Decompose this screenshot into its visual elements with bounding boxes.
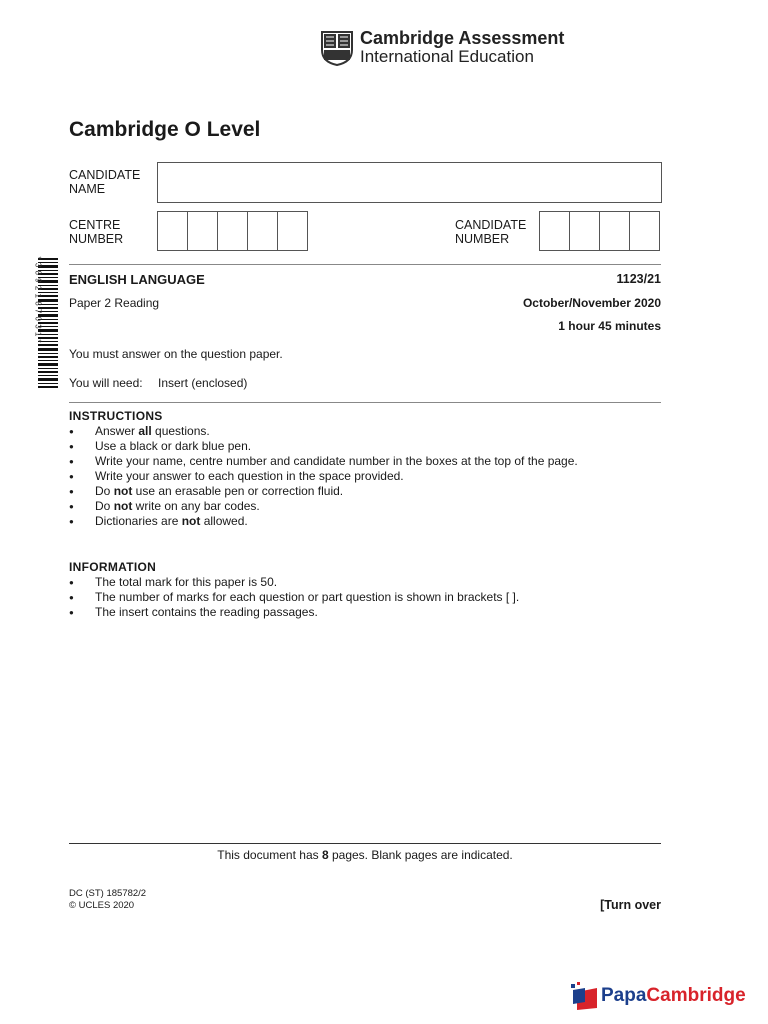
candidate-number-boxes[interactable]: [539, 211, 660, 251]
list-item: ● The insert contains the reading passages.: [69, 605, 519, 620]
document-code: DC (ST) 185782/2: [69, 888, 147, 899]
item-text: Do: [95, 484, 114, 498]
page-count-note: [69, 848, 661, 862]
paper-name: Paper 2 Reading: [69, 296, 160, 310]
papacambridge-logo-icon: [569, 982, 599, 1012]
logo-line-1: Cambridge Assessment: [360, 28, 565, 48]
centre-number-boxes[interactable]: [157, 211, 308, 251]
list-item: [69, 484, 578, 499]
information-heading: INFORMATION: [69, 560, 157, 574]
papacambridge-watermark[interactable]: [569, 982, 759, 1012]
item-emphasis: all: [138, 424, 152, 438]
list-item: [69, 499, 578, 514]
wordmark-part: Cambridge: [646, 985, 746, 1006]
list-item: [69, 454, 578, 469]
candidate-number-label: CANDIDATE NUMBER: [455, 218, 527, 246]
divider: [69, 402, 661, 403]
centre-number-cell[interactable]: [278, 212, 307, 250]
item-text: Write your answer to each question in the space provided.: [95, 469, 404, 483]
item-emphasis: not: [181, 514, 201, 528]
page-count-number: 8: [321, 848, 329, 862]
list-item: [69, 469, 578, 484]
list-item: [69, 439, 578, 454]
candidate-number-cell[interactable]: [630, 212, 659, 250]
candidate-number-cell[interactable]: [570, 212, 600, 250]
list-item: ● The total mark for this paper is 50.: [69, 575, 519, 590]
item-text: Dictionaries are: [95, 514, 182, 528]
candidate-name-label: CANDIDATE NAME: [69, 168, 141, 196]
barcode-number: * 3 8 9 2 1 8 7 0 3 1 *: [33, 256, 43, 344]
list-item: ● The number of marks for each question or part question is shown in brackets [ ].: [69, 590, 519, 605]
barcode: [30, 258, 58, 388]
copyright: © UCLES 2020: [69, 900, 135, 911]
item-text: questions.: [151, 424, 210, 438]
footer-divider: [69, 843, 661, 844]
page-count-text: pages. Blank pages are indicated.: [328, 848, 513, 862]
item-text: Do: [95, 499, 114, 513]
candidate-name-box[interactable]: [157, 162, 662, 203]
item-text: allowed.: [200, 514, 248, 528]
divider: [69, 264, 661, 265]
centre-number-cell[interactable]: [248, 212, 278, 250]
you-will-need-label: You will need:: [69, 376, 143, 390]
information-list: [69, 575, 519, 620]
centre-number-cell[interactable]: [158, 212, 188, 250]
list-item: [69, 424, 578, 439]
paper-code: 1123/21: [616, 272, 661, 286]
university-shield-icon: [320, 30, 354, 66]
page-title: Cambridge O Level: [69, 118, 261, 141]
item-text: Write your name, centre number and candidate number in the boxes at the top of the page.: [95, 454, 578, 468]
centre-number-cell[interactable]: [188, 212, 218, 250]
item-text: use an erasable pen or correction fluid.: [132, 484, 344, 498]
item-emphasis: not: [113, 484, 133, 498]
item-text: Use a black or dark blue pen.: [95, 439, 252, 453]
answer-instruction: You must answer on the question paper.: [69, 347, 283, 361]
centre-number-label: CENTRE NUMBER: [69, 218, 124, 246]
exam-session: October/November 2020: [522, 296, 661, 310]
item-text: write on any bar codes.: [132, 499, 260, 513]
instructions-list: [69, 424, 578, 529]
instructions-heading: INSTRUCTIONS: [69, 409, 163, 423]
turn-over: [Turn over: [600, 898, 661, 912]
papacambridge-wordmark: [601, 985, 746, 1007]
item-text: Answer: [95, 424, 139, 438]
page-count-text: This document has: [217, 848, 322, 862]
list-item: [69, 514, 578, 529]
centre-number-cell[interactable]: [218, 212, 248, 250]
wordmark-part: Papa: [601, 985, 647, 1006]
exam-duration: 1 hour 45 minutes: [558, 319, 661, 333]
you-will-need-value: Insert (enclosed): [158, 376, 248, 390]
candidate-number-cell[interactable]: [600, 212, 630, 250]
logo-line-2: International Education: [360, 47, 534, 66]
subject-name: ENGLISH LANGUAGE: [69, 272, 205, 287]
item-emphasis: not: [113, 499, 133, 513]
candidate-number-cell[interactable]: [540, 212, 570, 250]
